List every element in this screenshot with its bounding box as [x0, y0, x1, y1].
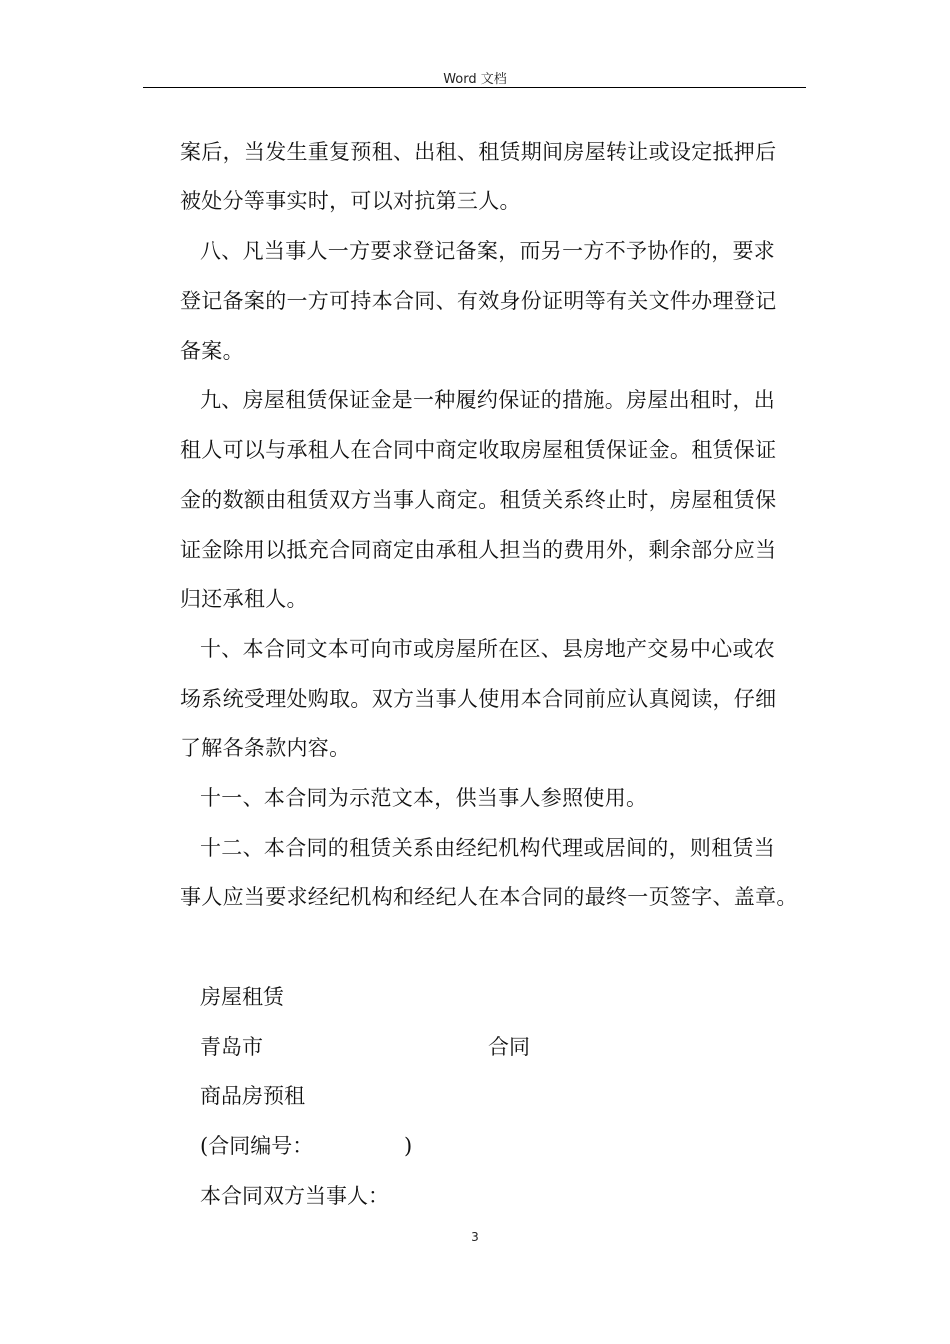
- body-line: 登记备案的一方可持本合同、有效身份证明等有关文件办理登记: [180, 289, 777, 313]
- body-line: 十一、本合同为示范文本，供当事人参照使用。: [200, 786, 648, 810]
- contract-number-label: (合同编号：: [200, 1134, 314, 1158]
- body-line: 了解各条款内容。: [180, 736, 351, 760]
- body-line: 归还承租人。: [180, 587, 308, 611]
- title-block-contract: 合同: [488, 1035, 530, 1059]
- header-divider: [143, 87, 806, 88]
- body-line: 场系统受理处购取。双方当事人使用本合同前应认真阅读，仔细: [180, 687, 777, 711]
- body-line: 十二、本合同的租赁关系由经纪机构代理或居间的，则租赁当: [200, 836, 776, 860]
- body-line: 案后，当发生重复预租、出租、租赁期间房屋转让或设定抵押后: [180, 140, 777, 164]
- body-line: 被处分等事实时，可以对抗第三人。: [180, 189, 521, 213]
- body-line: 八、凡当事人一方要求登记备案，而另一方不予协作的，要求: [200, 239, 776, 263]
- body-line: 金的数额由租赁双方当事人商定。租赁关系终止时，房屋租赁保: [180, 488, 777, 512]
- body-line: 备案。: [180, 339, 244, 363]
- body-line: 九、房屋租赁保证金是一种履约保证的措施。房屋出租时，出: [200, 388, 776, 412]
- body-line: 租人可以与承租人在合同中商定收取房屋租赁保证金。租赁保证: [180, 438, 777, 462]
- page-number: 3: [471, 1230, 479, 1244]
- contract-number-close: ): [404, 1134, 413, 1158]
- body-line: 证金除用以抵充合同商定由承租人担当的费用外，剩余部分应当: [180, 538, 777, 562]
- parties-label: 本合同双方当事人：: [200, 1184, 389, 1208]
- title-block-city: 青岛市: [200, 1035, 263, 1059]
- body-line: 十、本合同文本可向市或房屋所在区、县房地产交易中心或农: [200, 637, 776, 661]
- title-block-line: 商品房预租: [200, 1084, 305, 1108]
- body-line: 事人应当要求经纪机构和经纪人在本合同的最终一页签字、盖章。: [180, 885, 798, 909]
- title-block-line: 房屋租赁: [200, 985, 284, 1009]
- document-header-title: Word 文档: [443, 72, 507, 87]
